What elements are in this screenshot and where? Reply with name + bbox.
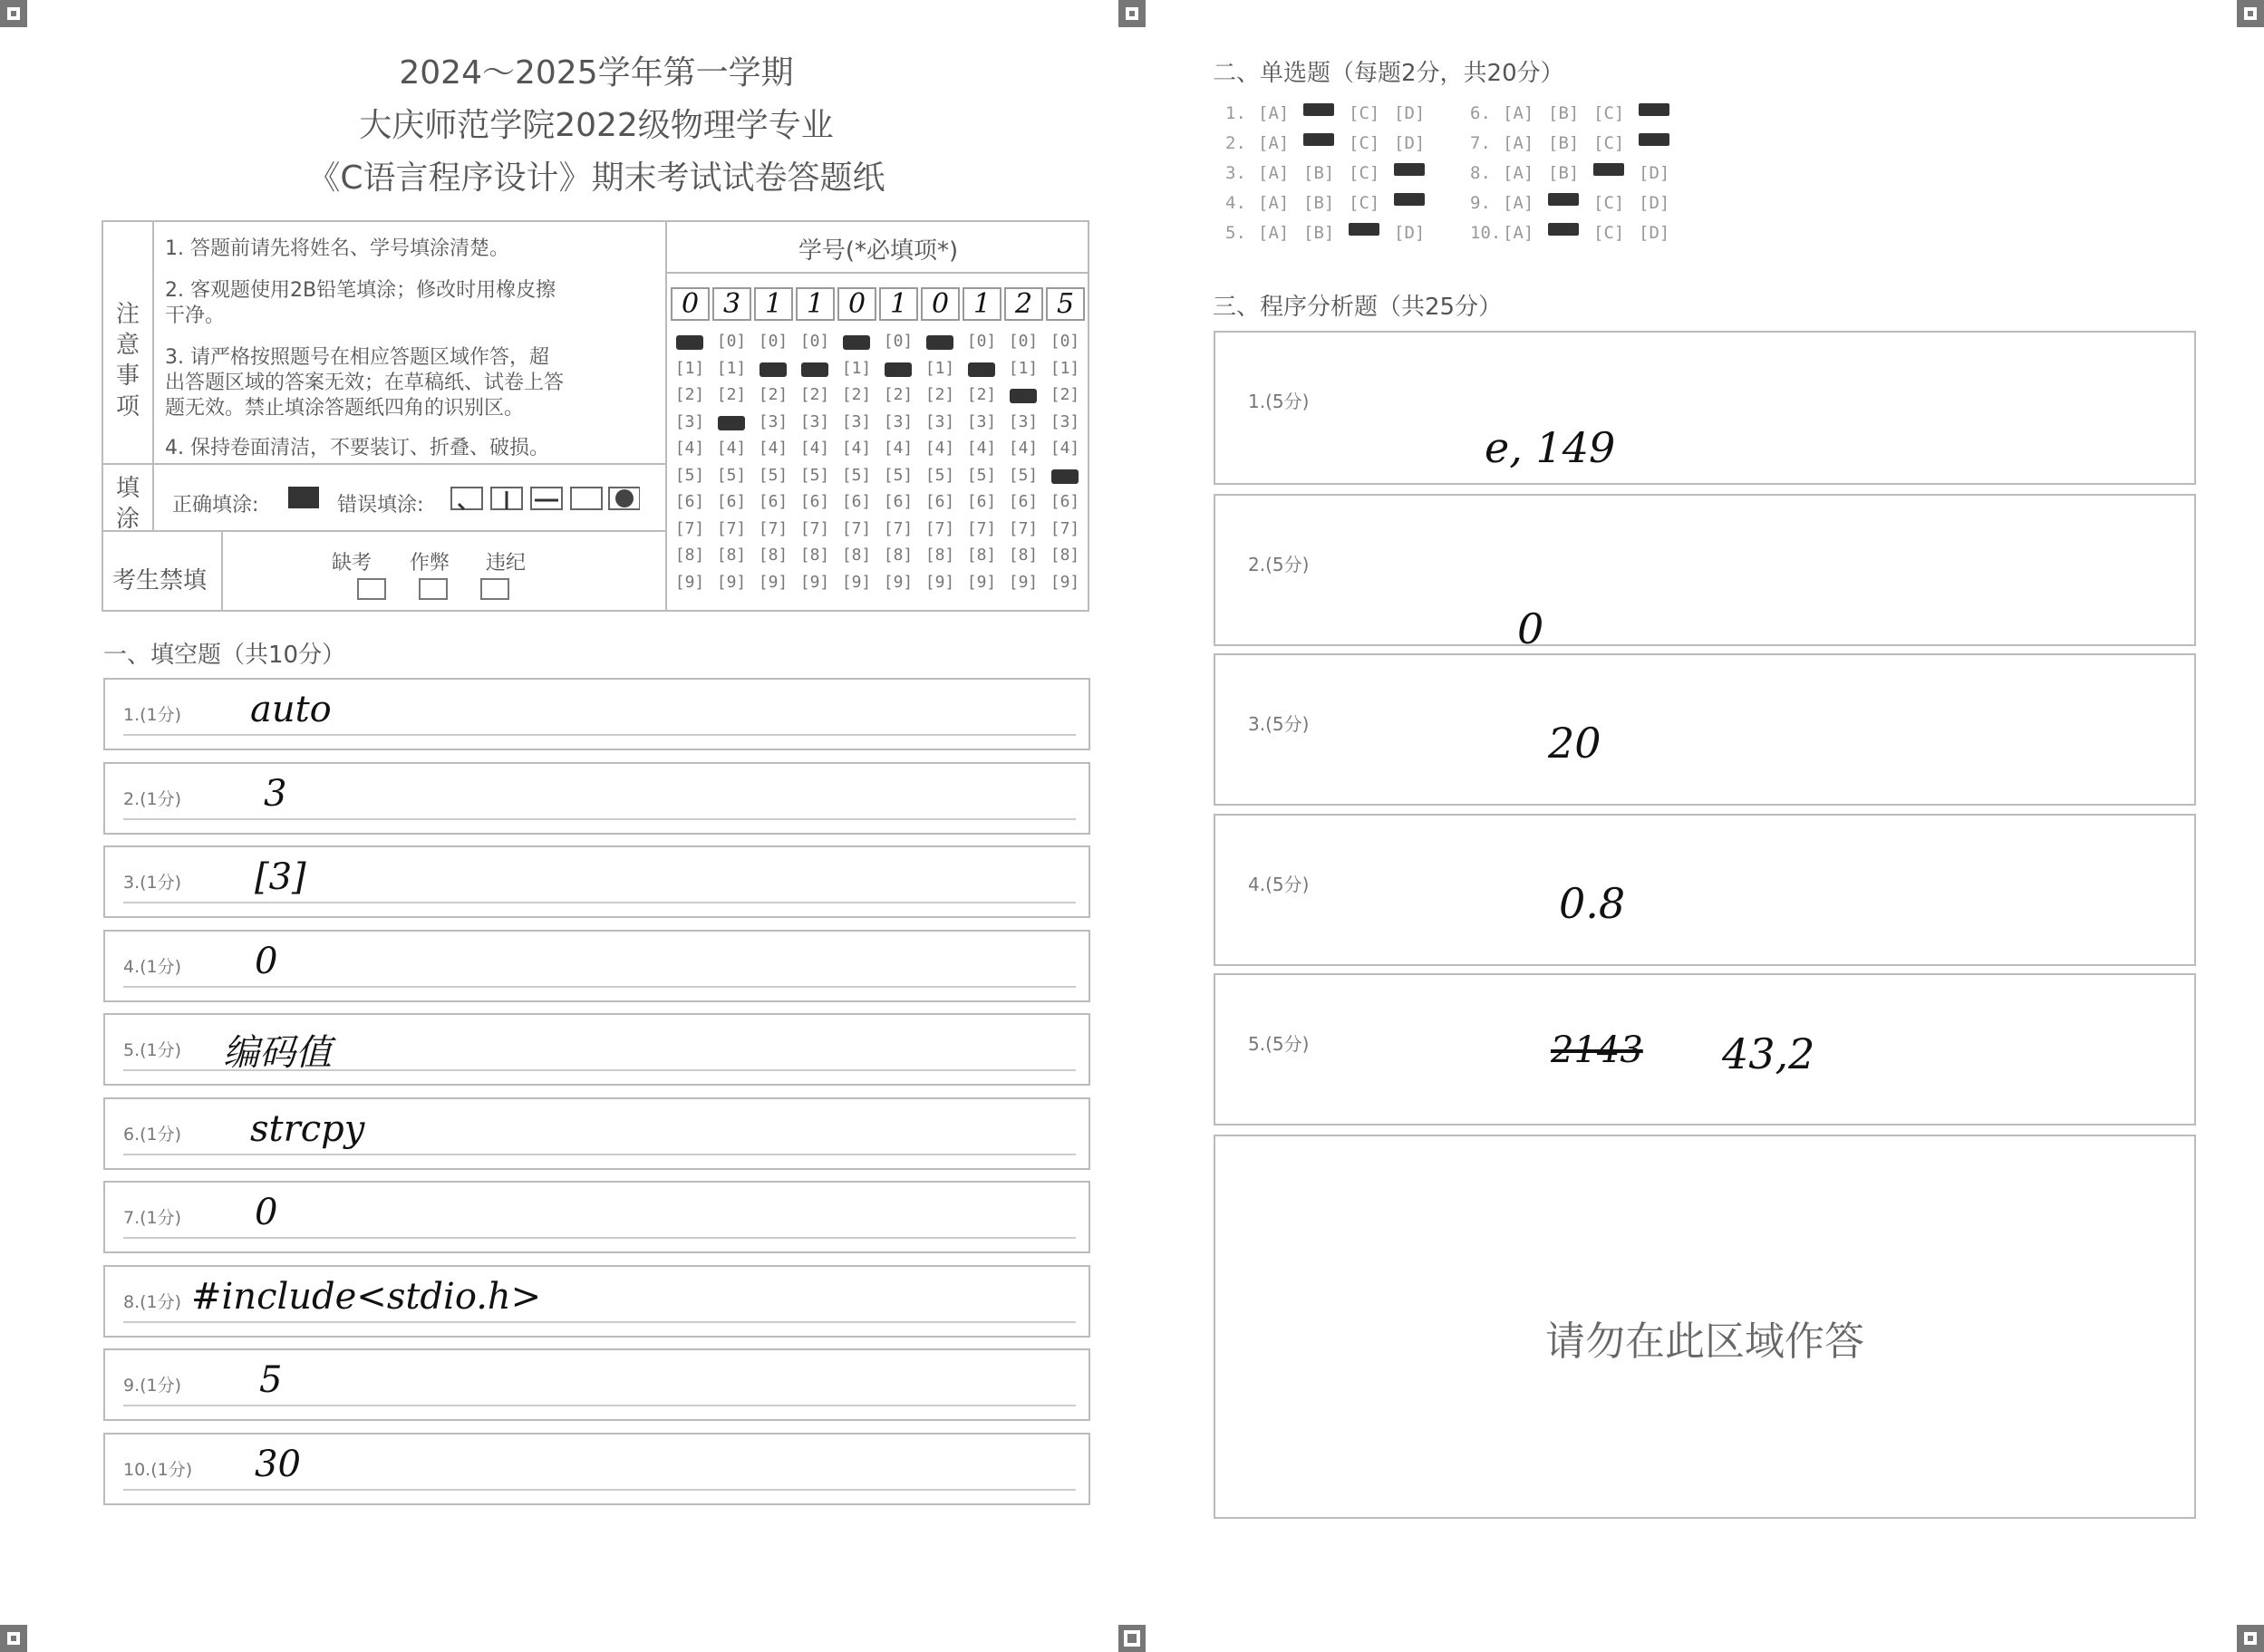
fill-in-question: [103, 1433, 1090, 1505]
student-id-digit: 0: [837, 287, 876, 321]
student-id-bubble[interactable]: [8]: [841, 546, 872, 565]
question-number: 3.(1分): [123, 873, 182, 893]
forbid-checkbox[interactable]: [357, 578, 386, 600]
student-id-bubble[interactable]: [2]: [716, 385, 747, 404]
handwritten-answer[interactable]: 0.8: [1559, 879, 1626, 928]
student-id-bubble[interactable]: [7]: [716, 518, 747, 538]
student-id-digit: 0: [671, 287, 710, 321]
option-bubble-filled[interactable]: [1394, 193, 1425, 206]
student-id-bubble[interactable]: [5]: [674, 465, 705, 485]
student-id-digit: 3: [712, 287, 751, 321]
student-id-bubble[interactable]: [9]: [799, 572, 830, 592]
handwritten-answer[interactable]: 0: [1517, 604, 1544, 653]
student-id-bubble[interactable]: [6]: [924, 492, 955, 511]
student-id-bubble[interactable]: [1]: [674, 358, 705, 378]
option-bubble[interactable]: [B]: [1548, 163, 1580, 183]
option-bubble[interactable]: [D]: [1394, 223, 1426, 243]
fill-in-question: [103, 1181, 1090, 1253]
student-id-bubble[interactable]: [5]: [924, 465, 955, 485]
program-analysis-question: [1214, 973, 2196, 1125]
student-id-bubble[interactable]: [1]: [924, 358, 955, 378]
answer-line: [123, 986, 1076, 988]
handwritten-answer[interactable]: auto: [250, 689, 332, 730]
exam-title-line2: 大庆师范学院2022级物理学专业: [359, 107, 834, 144]
fill-in-question: [103, 1348, 1090, 1421]
single-choice-question: [1225, 223, 1439, 243]
single-choice-question: [1225, 103, 1439, 123]
question-number: 1.: [1225, 103, 1246, 123]
program-analysis-question: [1214, 494, 2196, 653]
notice-item: 1. 答题前请先将姓名、学号填涂清楚。: [165, 237, 509, 260]
student-id-bubble[interactable]: [3]: [924, 411, 955, 431]
student-id-bubble[interactable]: [7]: [966, 518, 997, 538]
question-number: 6.(1分): [123, 1124, 182, 1145]
student-id-bubble[interactable]: [9]: [841, 572, 872, 592]
forbid-option-absent: 缺考: [332, 552, 372, 575]
option-bubble[interactable]: [B]: [1548, 103, 1580, 123]
question-number: 9.: [1470, 193, 1491, 213]
handwritten-answer[interactable]: 编码值: [223, 1032, 332, 1074]
student-id-bubble[interactable]: [5]: [883, 465, 914, 485]
answer-line: [123, 902, 1076, 903]
program-analysis-question: [1214, 653, 2196, 806]
student-id-bubble[interactable]: [8]: [883, 546, 914, 565]
question-number: 10.(1分): [123, 1459, 193, 1480]
option-bubble[interactable]: [A]: [1503, 223, 1534, 243]
option-bubble-filled[interactable]: [1593, 163, 1624, 176]
student-id-bubble[interactable]: [8]: [1008, 546, 1039, 565]
student-id-bubble[interactable]: [7]: [1050, 518, 1080, 538]
student-id-bubble[interactable]: [5]: [758, 465, 789, 485]
question-number: 10.: [1470, 223, 1502, 243]
student-id-bubble[interactable]: [7]: [1008, 518, 1039, 538]
single-choice-question: [1470, 103, 1684, 123]
single-choice-question: [1470, 223, 1684, 243]
student-id-bubble[interactable]: [3]: [799, 411, 830, 431]
option-bubble[interactable]: [B]: [1548, 133, 1580, 153]
question-number: 4.(1分): [123, 956, 182, 977]
table-divider: [221, 530, 223, 612]
option-bubble-filled[interactable]: [1349, 223, 1379, 236]
option-bubble-filled[interactable]: [1548, 193, 1579, 206]
question-number: 3.: [1225, 163, 1246, 183]
question-number: 2.(1分): [123, 788, 182, 809]
option-bubble[interactable]: [A]: [1258, 103, 1290, 123]
answer-line: [123, 1321, 1076, 1323]
option-bubble[interactable]: [C]: [1593, 223, 1625, 243]
notice-item: 4. 保持卷面清洁，不要装订、折叠、破损。: [165, 437, 549, 459]
student-id-bubble[interactable]: [2]: [966, 385, 997, 404]
question-number: 5.(1分): [123, 1040, 182, 1060]
student-id-bubble[interactable]: [6]: [1050, 492, 1080, 511]
option-bubble[interactable]: [B]: [1303, 223, 1335, 243]
single-choice-question: [1225, 193, 1439, 213]
question-number: 6.: [1470, 103, 1491, 123]
student-id-digit: 2: [1004, 287, 1043, 321]
fill-in-question: [103, 1013, 1090, 1086]
question-number: 3.(5分): [1248, 713, 1310, 735]
wrong-fill-samples-icon: [450, 484, 640, 513]
option-bubble[interactable]: [D]: [1394, 103, 1426, 123]
student-id-bubble[interactable]: [1]: [1050, 358, 1080, 378]
student-id-bubble[interactable]: [5]: [1008, 465, 1039, 485]
question-number: 1.(1分): [123, 705, 182, 725]
student-id-digit: 1: [796, 287, 835, 321]
student-id-bubble[interactable]: [9]: [716, 572, 747, 592]
student-id-bubble[interactable]: [4]: [799, 439, 830, 458]
handwritten-answer[interactable]: strcpy: [250, 1107, 365, 1150]
student-id-bubble[interactable]: [4]: [883, 439, 914, 458]
correct-fill-label: 正确填涂:: [172, 494, 259, 517]
student-id-bubble-filled[interactable]: [718, 416, 745, 430]
student-id-digit: 1: [963, 287, 1001, 321]
student-id-bubble[interactable]: [2]: [674, 385, 705, 404]
exam-title-line1: 2024～2025学年第一学期: [399, 54, 794, 92]
student-id-bubble[interactable]: [9]: [674, 572, 705, 592]
fill-in-question: [103, 762, 1090, 835]
single-choice-question: [1470, 163, 1684, 183]
forbid-checkbox[interactable]: [419, 578, 448, 600]
student-id-bubble[interactable]: [3]: [674, 411, 705, 431]
student-id-bubble[interactable]: [4]: [758, 439, 789, 458]
student-id-bubble[interactable]: [6]: [758, 492, 789, 511]
notice-item: 干净。: [165, 304, 226, 327]
option-bubble-filled[interactable]: [1303, 103, 1334, 116]
option-bubble-filled[interactable]: [1394, 163, 1425, 176]
student-id-bubble[interactable]: [3]: [966, 411, 997, 431]
student-id-bubble[interactable]: [2]: [841, 385, 872, 404]
student-id-bubble[interactable]: [5]: [716, 465, 747, 485]
fill-in-question: [103, 845, 1090, 918]
answer-line: [123, 1069, 1076, 1071]
notice-item: 出答题区域的答案无效；在草稿纸、试卷上答: [165, 372, 565, 394]
registration-mark-icon: [0, 1625, 27, 1652]
student-id-bubble[interactable]: [8]: [758, 546, 789, 565]
fill-in-question: [103, 930, 1090, 1002]
student-id-bubble[interactable]: [6]: [799, 492, 830, 511]
student-id-digit: 5: [1046, 287, 1085, 321]
handwritten-answer[interactable]: 43,2: [1722, 1029, 1815, 1078]
option-bubble[interactable]: [C]: [1349, 103, 1380, 123]
student-id-bubble[interactable]: [7]: [924, 518, 955, 538]
question-number: 5.: [1225, 223, 1246, 243]
student-id-bubble[interactable]: [7]: [799, 518, 830, 538]
student-id-bubble[interactable]: [3]: [758, 411, 789, 431]
answer-line: [123, 818, 1076, 820]
student-id-bubble[interactable]: [7]: [883, 518, 914, 538]
option-bubble[interactable]: [A]: [1258, 193, 1290, 213]
option-bubble[interactable]: [A]: [1503, 103, 1534, 123]
option-bubble-filled[interactable]: [1639, 103, 1669, 116]
option-bubble[interactable]: [C]: [1593, 103, 1625, 123]
wrong-fill-label: 错误填涂:: [337, 494, 424, 517]
student-id-bubble[interactable]: [6]: [883, 492, 914, 511]
student-id-bubble-filled[interactable]: [843, 335, 870, 350]
answer-line: [123, 1154, 1076, 1155]
student-id-bubble[interactable]: [5]: [966, 465, 997, 485]
student-id-bubble[interactable]: [3]: [1008, 411, 1039, 431]
student-id-bubble[interactable]: [0]: [1050, 332, 1080, 351]
student-id-bubble[interactable]: [4]: [924, 439, 955, 458]
student-id-bubble[interactable]: [7]: [758, 518, 789, 538]
handwritten-answer[interactable]: 0: [255, 940, 278, 982]
forbid-option-cheat: 作弊: [410, 552, 450, 575]
correct-fill-sample: [288, 487, 319, 508]
student-id-bubble[interactable]: [4]: [1050, 439, 1080, 458]
program-analysis-section-title: 三、程序分析题（共25分）: [1213, 294, 1503, 321]
student-id-bubble[interactable]: [0]: [758, 332, 789, 351]
student-id-bubble-filled[interactable]: [801, 362, 828, 377]
student-id-bubble[interactable]: [9]: [758, 572, 789, 592]
single-choice-question: [1470, 133, 1684, 153]
student-id-digit: 1: [879, 287, 918, 321]
student-id-bubble[interactable]: [2]: [799, 385, 830, 404]
student-id-bubble[interactable]: [9]: [924, 572, 955, 592]
student-id-bubble[interactable]: [3]: [883, 411, 914, 431]
table-divider: [102, 463, 665, 465]
question-number: 7.: [1470, 133, 1491, 153]
exam-title-line3: 《C语言程序设计》期末考试试卷答题纸: [307, 159, 885, 197]
question-number: 1.(5分): [1248, 391, 1310, 412]
registration-mark-icon: [1118, 1625, 1146, 1652]
fill-in-question: [103, 1265, 1090, 1338]
program-analysis-question: [1214, 331, 2196, 485]
student-id-bubble[interactable]: [8]: [716, 546, 747, 565]
registration-mark-icon: [0, 0, 27, 27]
option-bubble-filled[interactable]: [1639, 133, 1669, 146]
notice-item: 3. 请严格按照题号在相应答题区域作答，超: [165, 346, 549, 369]
student-id-bubble[interactable]: [4]: [1008, 439, 1039, 458]
table-divider: [665, 220, 667, 612]
student-id-bubble[interactable]: [2]: [924, 385, 955, 404]
option-bubble[interactable]: [B]: [1303, 163, 1335, 183]
option-bubble[interactable]: [C]: [1593, 193, 1625, 213]
table-divider: [152, 220, 154, 530]
student-id-bubble-filled[interactable]: [885, 362, 912, 377]
student-id-bubble[interactable]: [8]: [966, 546, 997, 565]
student-id-bubble[interactable]: [1]: [841, 358, 872, 378]
student-id-bubble[interactable]: [6]: [716, 492, 747, 511]
student-id-bubble[interactable]: [9]: [966, 572, 997, 592]
notice-side-label: 注意事项: [115, 301, 140, 420]
answer-line: [123, 734, 1076, 736]
forbid-label: 考生禁填: [112, 567, 208, 594]
option-bubble[interactable]: [B]: [1303, 193, 1335, 213]
student-id-bubble[interactable]: [3]: [841, 411, 872, 431]
student-id-bubble[interactable]: [0]: [883, 332, 914, 351]
student-id-bubble[interactable]: [0]: [966, 332, 997, 351]
no-answer-zone: [1214, 1135, 2196, 1519]
forbid-checkbox[interactable]: [480, 578, 509, 600]
option-bubble[interactable]: [D]: [1639, 163, 1670, 183]
program-analysis-question: [1214, 814, 2196, 966]
question-number: 7.(1分): [123, 1208, 182, 1228]
fill-side-label: 填涂: [115, 475, 140, 533]
registration-mark-icon: [2237, 1625, 2264, 1652]
student-id-bubble[interactable]: [9]: [1008, 572, 1039, 592]
student-id-bubble-filled[interactable]: [1051, 469, 1079, 484]
notice-item: 2. 客观题使用2B铅笔填涂；修改时用橡皮擦: [165, 279, 556, 302]
student-id-bubble-filled[interactable]: [926, 335, 953, 350]
table-divider: [667, 272, 1089, 274]
student-id-bubble[interactable]: [6]: [841, 492, 872, 511]
single-choice-question: [1225, 133, 1439, 153]
single-choice-question: [1470, 193, 1684, 213]
answer-line: [123, 1489, 1076, 1491]
student-id-bubble-filled[interactable]: [676, 335, 703, 350]
handwritten-answer[interactable]: 30: [255, 1443, 301, 1485]
option-bubble[interactable]: [A]: [1503, 133, 1534, 153]
handwritten-answer[interactable]: #include<stdio.h>: [191, 1275, 542, 1318]
question-number: 9.(1分): [123, 1376, 182, 1396]
notice-item: 题无效。禁止填涂答题纸四角的识别区。: [165, 397, 525, 420]
table-divider: [102, 530, 665, 532]
option-bubble[interactable]: [C]: [1593, 133, 1625, 153]
student-id-bubble[interactable]: [5]: [799, 465, 830, 485]
student-id-bubble[interactable]: [3]: [1050, 411, 1080, 431]
student-id-bubble[interactable]: [4]: [674, 439, 705, 458]
crossed-out-answer: 2143: [1551, 1029, 1643, 1071]
student-id-bubble[interactable]: [2]: [1050, 385, 1080, 404]
registration-mark-icon: [2237, 0, 2264, 27]
question-number: 2.(5分): [1248, 554, 1310, 575]
question-number: 4.(5分): [1248, 874, 1310, 895]
student-id-bubble[interactable]: [2]: [883, 385, 914, 404]
option-bubble[interactable]: [D]: [1394, 133, 1426, 153]
fill-in-section-title: 一、填空题（共10分）: [103, 642, 346, 669]
student-id-bubble[interactable]: [9]: [883, 572, 914, 592]
student-id-title: 学号(*必填项*): [798, 237, 959, 265]
no-answer-zone-text: 请勿在此区域作答: [1545, 1319, 1864, 1365]
option-bubble[interactable]: [A]: [1258, 223, 1290, 243]
student-id-bubble[interactable]: [5]: [841, 465, 872, 485]
option-bubble[interactable]: [A]: [1503, 193, 1534, 213]
option-bubble[interactable]: [C]: [1349, 133, 1380, 153]
student-id-bubble[interactable]: [0]: [1008, 332, 1039, 351]
option-bubble[interactable]: [D]: [1639, 223, 1670, 243]
handwritten-answer[interactable]: 5: [259, 1359, 283, 1401]
student-id-bubble[interactable]: [2]: [758, 385, 789, 404]
handwritten-answer[interactable]: e, 149: [1485, 423, 1616, 472]
student-id-bubble[interactable]: [4]: [966, 439, 997, 458]
option-bubble[interactable]: [A]: [1258, 163, 1290, 183]
student-id-bubble-filled[interactable]: [1010, 389, 1037, 403]
registration-mark-icon: [1118, 0, 1146, 27]
student-id-digit: 0: [921, 287, 960, 321]
student-id-bubble[interactable]: [6]: [966, 492, 997, 511]
handwritten-answer[interactable]: 20: [1548, 719, 1601, 768]
student-id-bubble[interactable]: [8]: [924, 546, 955, 565]
student-id-bubble-filled[interactable]: [968, 362, 995, 377]
option-bubble-filled[interactable]: [1303, 133, 1334, 146]
student-id-bubble[interactable]: [1]: [1008, 358, 1039, 378]
handwritten-answer[interactable]: [3]: [255, 856, 306, 898]
student-id-bubble[interactable]: [9]: [1050, 572, 1080, 592]
student-id-bubble[interactable]: [4]: [716, 439, 747, 458]
option-bubble-filled[interactable]: [1548, 223, 1579, 236]
single-choice-question: [1225, 163, 1439, 183]
student-id-bubble[interactable]: [4]: [841, 439, 872, 458]
question-number: 8.(1分): [123, 1291, 182, 1312]
student-id-bubble[interactable]: [8]: [799, 546, 830, 565]
handwritten-answer[interactable]: 0: [255, 1192, 278, 1233]
answer-line: [123, 1237, 1076, 1239]
option-bubble[interactable]: [C]: [1349, 163, 1380, 183]
question-number: 8.: [1470, 163, 1491, 183]
student-id-bubble[interactable]: [0]: [716, 332, 747, 351]
question-number: 4.: [1225, 193, 1246, 213]
answer-line: [123, 1405, 1076, 1406]
student-id-bubble[interactable]: [1]: [716, 358, 747, 378]
student-id-bubble[interactable]: [8]: [674, 546, 705, 565]
student-id-bubble[interactable]: [6]: [1008, 492, 1039, 511]
question-number: 5.(5分): [1248, 1033, 1310, 1055]
student-id-bubble[interactable]: [7]: [841, 518, 872, 538]
student-id-bubble[interactable]: [8]: [1050, 546, 1080, 565]
option-bubble[interactable]: [C]: [1349, 193, 1380, 213]
student-id-bubble-filled[interactable]: [760, 362, 787, 377]
option-bubble[interactable]: [A]: [1503, 163, 1534, 183]
student-id-bubble[interactable]: [0]: [799, 332, 830, 351]
option-bubble[interactable]: [A]: [1258, 133, 1290, 153]
student-id-bubble[interactable]: [6]: [674, 492, 705, 511]
student-id-digit: 1: [754, 287, 793, 321]
forbid-option-violation: 违纪: [486, 552, 527, 575]
question-number: 2.: [1225, 133, 1246, 153]
fill-in-question: [103, 1097, 1090, 1170]
student-id-bubble[interactable]: [7]: [674, 518, 705, 538]
option-bubble[interactable]: [D]: [1639, 193, 1670, 213]
handwritten-answer[interactable]: 3: [264, 772, 287, 815]
fill-in-question: [103, 678, 1090, 750]
single-choice-section-title: 二、单选题（每题2分，共20分）: [1213, 60, 1564, 87]
